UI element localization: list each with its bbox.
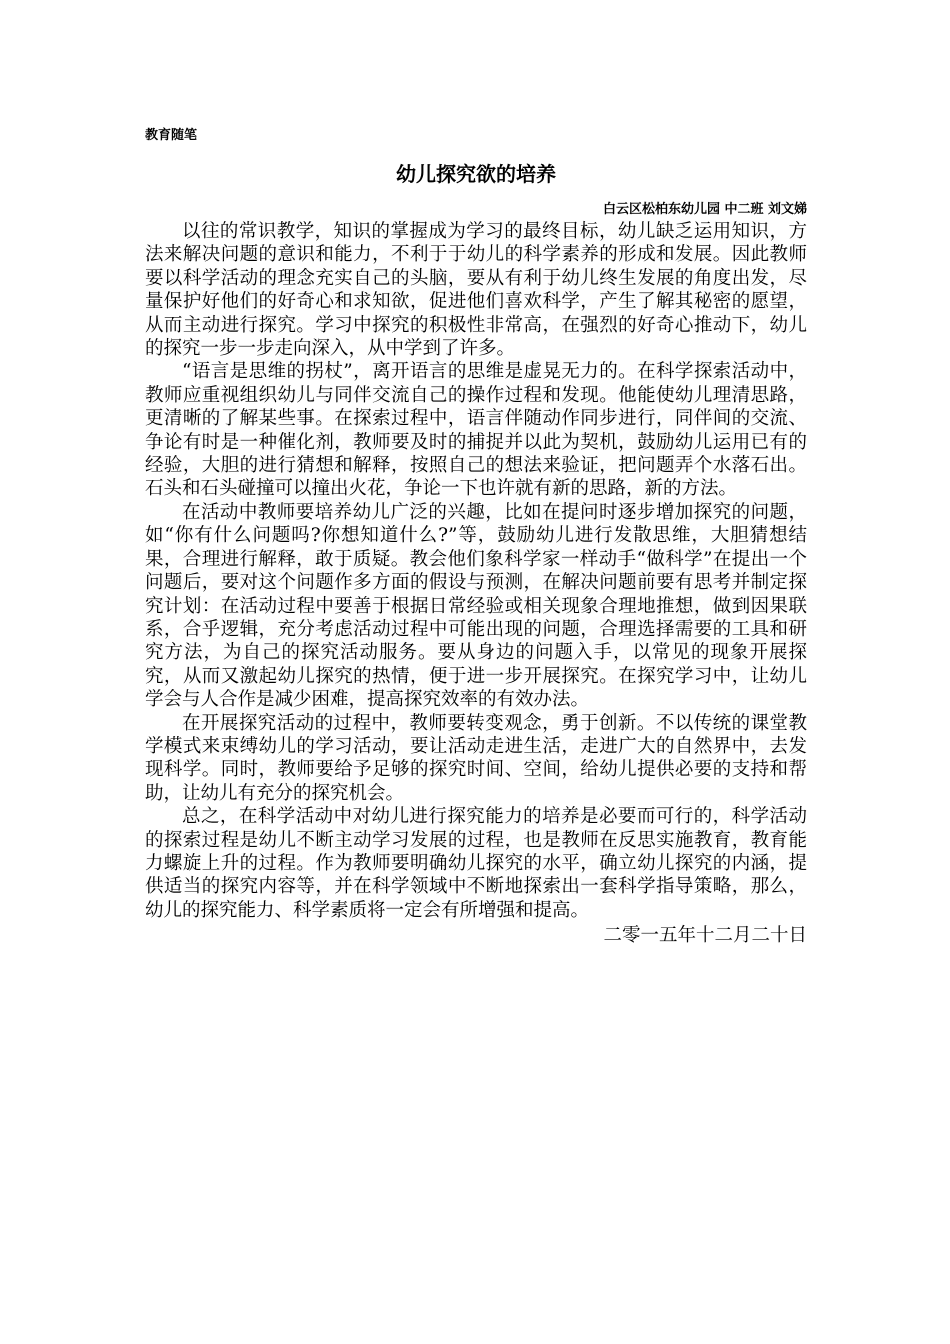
document-page	[145, 126, 807, 948]
article-body	[145, 220, 807, 922]
document-date: 二零一五年十二月二十日	[603, 925, 807, 947]
paragraph: “语言是思维的拐杖”，离开语言的思维是虚晃无力的。在科学探索活动中，教师应重视组织幼儿与同伴交流自己的操作过程和发现。他能使幼儿理清思路，更清晰的了解某些事。在探索过程中，语言伴随动作同步进行，同伴间的交流、争论有时是一种催化剂，教师要及时的捕捉并以此为契机，鼓励幼儿运用已有的经验，大胆的进行猜想和解释，按照自己的想法来验证，把问题弄个水落石出。石头和石头碰撞可以撞出火花，争论一下也许就有新的思路，新的方法。	[145, 361, 807, 500]
paragraph: 总之，在科学活动中对幼儿进行探究能力的培养是必要而可行的，科学活动的探索过程是幼儿不断主动学习发展的过程，也是教师在反思实施教育，教育能力螺旋上升的过程。作为教师要明确幼儿探究的水平，确立幼儿探究的内涵，提供适当的探究内容等，并在科学领域中不断地探索出一套科学指导策略，那么，幼儿的探究能力、科学素质将一定会有所增强和提高。	[145, 806, 807, 921]
document-category: 教育随笔	[145, 128, 198, 143]
paragraph: 以往的常识教学，知识的掌握成为学习的最终目标，幼儿缺乏运用知识，方法来解决问题的意识和能力，不利于于幼儿的科学素养的形成和发展。因此教师要以科学活动的理念充实自己的头脑，要从有利于幼儿终生发展的角度出发，尽量保护好他们的好奇心和求知欲，促进他们喜欢科学，产生了解其秘密的愿望，从而主动进行探究。学习中探究的积极性非常高，在强烈的好奇心推动下，幼儿的探究一步一步走向深入，从中学到了许多。	[145, 221, 807, 360]
author-line: 白云区松柏东幼儿园 中二班 刘文娣	[602, 202, 807, 217]
document-title: 幼儿探究欲的培养	[396, 162, 556, 186]
paragraph: 在开展探究活动的过程中，教师要转变观念，勇于创新。不以传统的课堂教学模式来束缚幼儿的学习活动，要让活动走进生活，走进广大的自然界中，去发现科学。同时，教师要给予足够的探究时间、空间，给幼儿提供必要的支持和帮助，让幼儿有充分的探究机会。	[145, 712, 807, 804]
paragraph: 在活动中教师要培养幼儿广泛的兴趣，比如在提问时逐步增加探究的问题，如“你有什么问题吗?你想知道什么?”等，鼓励幼儿进行发散思维，大胆猜想结果，合理进行解释，敢于质疑。教会他们象科学家一样动手“做科学”在提出一个问题后，要对这个问题作多方面的假设与预测，在解决问题前要有思考并制定探究计划：在活动过程中要善于根据日常经验或相关现象合理地推想，做到因果联系，合乎逻辑，充分考虑活动过程中可能出现的问题，合理选择需要的工具和研究方法，为自己的探究活动服务。要从身边的问题入手，以常见的现象开展探究，从而又激起幼儿探究的热情，便于进一步开展探究。在探究学习中，让幼儿学会与人合作是减少困难，提高探究效率的有效办法。	[145, 501, 807, 711]
